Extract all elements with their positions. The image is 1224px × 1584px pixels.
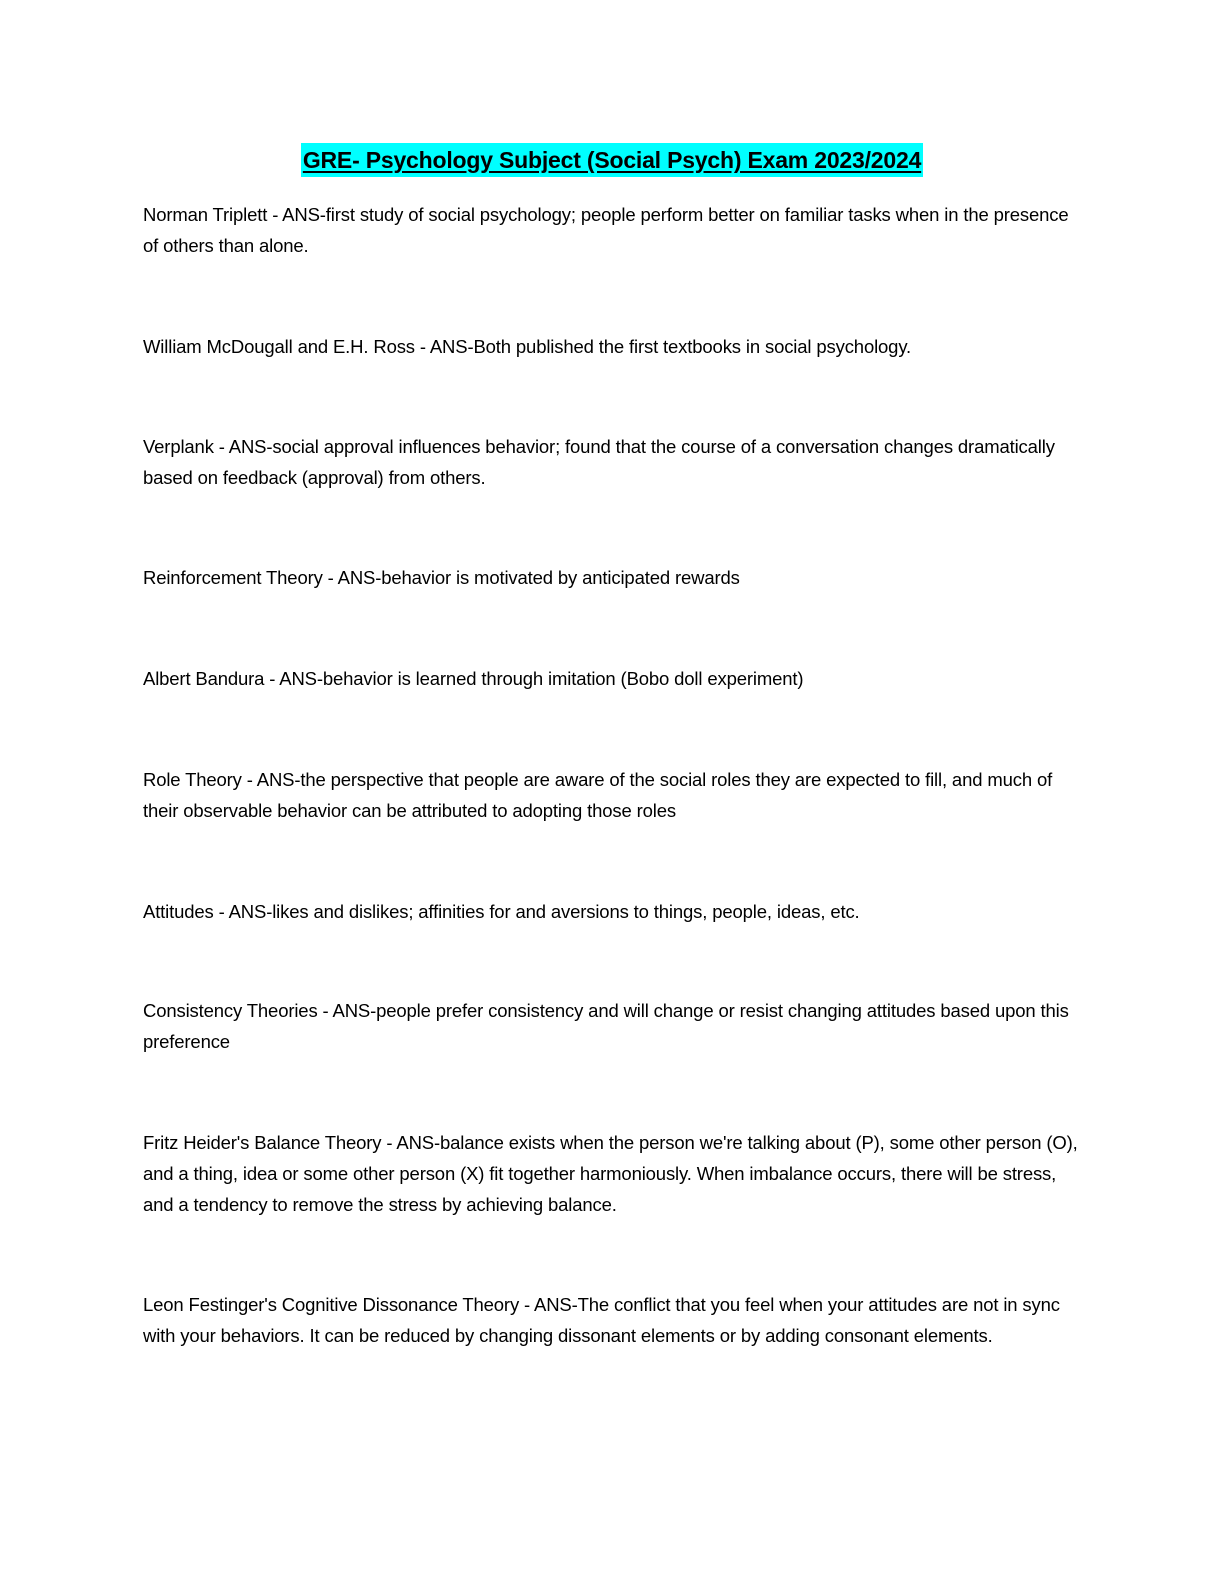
entry-consistency-theories: Consistency Theories - ANS-people prefer consistency and will change or resist changing attitudes based upon this preference — [143, 1000, 1069, 1052]
entry-albert-bandura: Albert Bandura - ANS-behavior is learned through imitation (Bobo doll experiment) — [143, 668, 804, 689]
entry-role-theory: Role Theory - ANS-the perspective that people are aware of the social roles they are expected to fill, and much of their observable behavior can be attributed to adopting those roles — [143, 769, 1053, 821]
document-title: GRE- Psychology Subject (Social Psych) Exam 2023/2024 — [301, 143, 923, 177]
entry-reinforcement-theory: Reinforcement Theory - ANS-behavior is motivated by anticipated rewards — [143, 567, 740, 588]
entry-heider-balance-theory: Fritz Heider's Balance Theory - ANS-balance exists when the person we're talking about (P), some other person (O), and a thing, idea or some other person (X) fit together harmoniously. When imbalance occurs, there will be stress, and a tendency to remove the stress by achieving balance. — [143, 1132, 1078, 1215]
entry-norman-triplett: Norman Triplett - ANS-first study of social psychology; people perform better on familiar tasks when in the presence of others than alone. — [143, 204, 1069, 256]
entry-mcdougall-ross: William McDougall and E.H. Ross - ANS-Both published the first textbooks in social psychology. — [143, 336, 912, 357]
entry-verplank: Verplank - ANS-social approval influences behavior; found that the course of a conversation changes dramatically based on feedback (approval) from others. — [143, 436, 1055, 488]
entry-festinger-dissonance: Leon Festinger's Cognitive Dissonance Theory - ANS-The conflict that you feel when your attitudes are not in sync with your behaviors. It can be reduced by changing dissonant elements or by adding consonant elements. — [143, 1294, 1060, 1346]
entry-attitudes: Attitudes - ANS-likes and dislikes; affinities for and aversions to things, people, ideas, etc. — [143, 901, 860, 922]
title-container — [0, 143, 1224, 177]
